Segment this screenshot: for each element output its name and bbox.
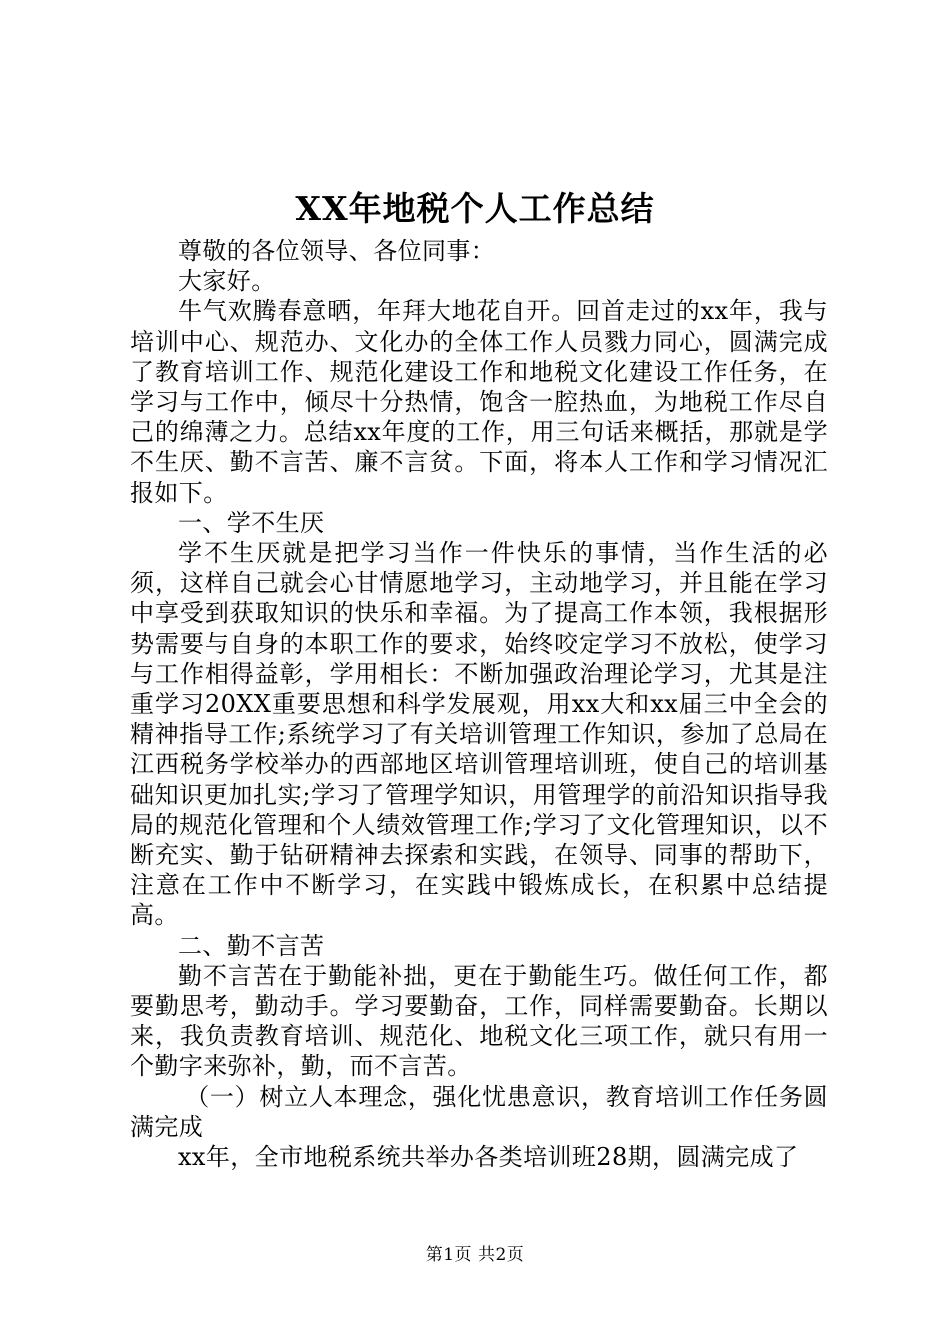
document-title: XX年地税个人工作总结: [295, 189, 655, 228]
page-footer: 第1页 共2页: [425, 1245, 525, 1265]
salutation: 尊敬的各位领导、各位同事：: [178, 237, 496, 265]
intro-paragraph: 牛气欢腾春意晒，年拜大地花自开。回首走过的xx年，我与培训中心、规范办、文化办的全体工作人员戮力同心，圆满完成了教育培训工作、规范化建设工作和地税文化建设工作任务，在学习与工作中，倾尽十分热情，饱含一腔热血，为地税工作尽自己的绵薄之力。总结xx年度的工作，用三句话来概括，那就是学不生厌、勤不言苦、廉不言贫。下面，将本人工作和学习情况汇报如下。: [130, 297, 828, 507]
section-2-paragraph: 勤不言苦在于勤能补拙，更在于勤能生巧。做任何工作，都要勤思考，勤动手。学习要勤奋，工作，同样需要勤奋。长期以来，我负责教育培训、规范化、地税文化三项工作，就只有用一个勤字来弥补，勤，而不言苦。: [130, 961, 828, 1081]
subsection-1-paragraph: xx年，全市地税系统共举办各类培训班28期，圆满完成了: [178, 1143, 799, 1172]
greeting: 大家好。: [178, 267, 276, 296]
section-heading-2: 二、勤不言苦: [178, 931, 325, 960]
document-body: [130, 236, 828, 1172]
subsection-heading-1: （一）树立人本理念，强化忧患意识，教育培训工作任务圆满完成: [130, 1082, 828, 1141]
section-1-paragraph: 学不生厌就是把学习当作一件快乐的事情，当作生活的必须，这样自己就会心甘情愿地学习，主动地学习，并且能在学习中享受到获取知识的快乐和幸福。为了提高工作本领，我根据形势需要与自身的本职工作的要求，始终咬定学习不放松，使学习与工作相得益彰，学用相长：不断加强政治理论学习，尤其是注重学习20XX重要思想和科学发展观，用xx大和xx届三中全会的精神指导工作;系统学习了有关培训管理工作知识，参加了总局在江西税务学校举办的西部地区培训管理培训班，使自己的培训基础知识更加扎实;学习了管理学知识，用管理学的前沿知识指导我局的规范化管理和个人绩效管理工作;学习了文化管理知识，以不断充实、勤于钻研精神去探索和实践，在领导、同事的帮助下，注意在工作中不断学习，在实践中锻炼成长，在积累中总结提高。: [130, 539, 828, 930]
section-heading-1: 一、学不生厌: [178, 508, 325, 537]
